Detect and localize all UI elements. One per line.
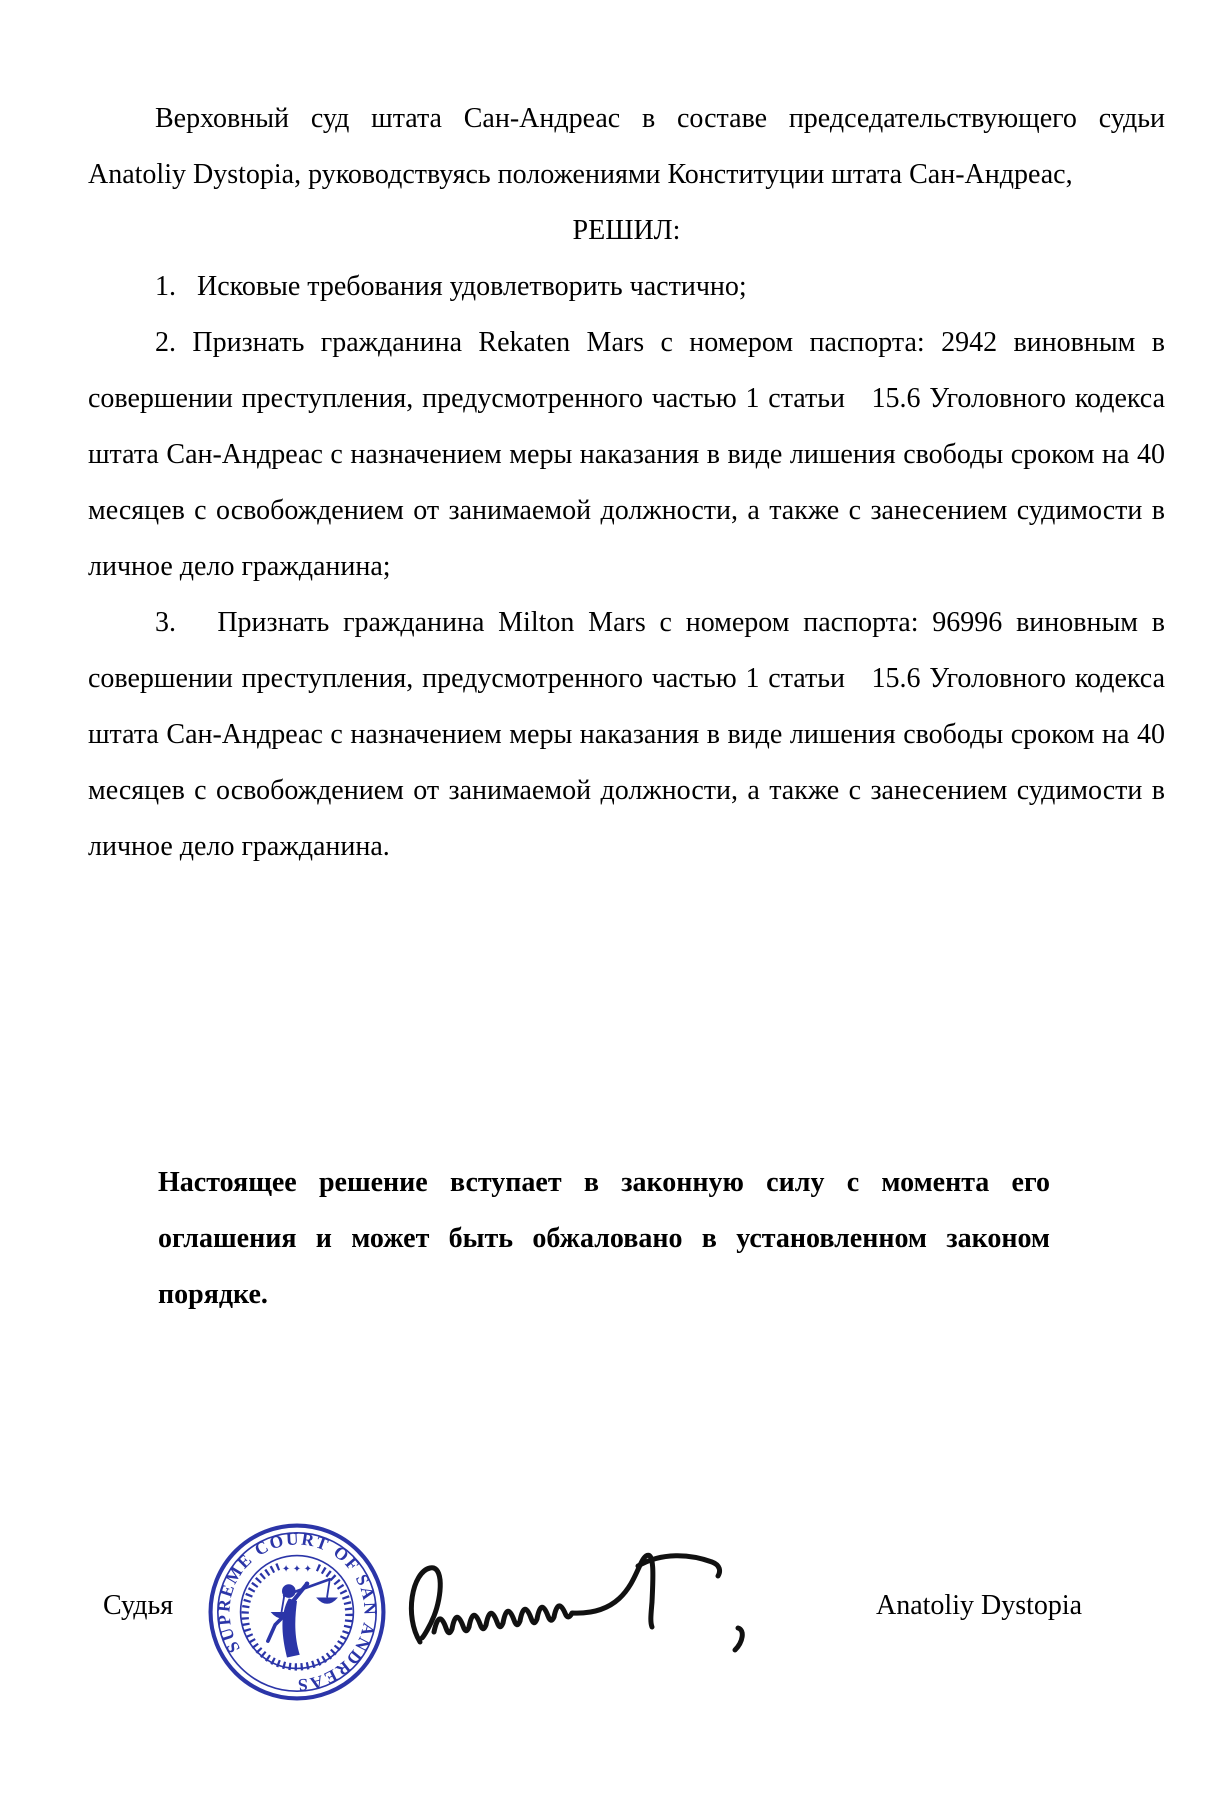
- judge-role-label: Судья: [103, 1590, 174, 1621]
- decision-item-3: 3. Признать гражданина Milton Mars с номером паспорта: 96996 виновным в совершении преступления, предусмотренного частью 1 статьи 15.6 Уголовного кодекса штата Сан-Андреас с назначением меры наказания в виде лишения свободы сроком на 40 месяцев с освобождением от занимаемой должности, а также с занесением судимости в личное дело гражданина.: [88, 607, 1165, 862]
- document-body: [88, 0, 1165, 1323]
- signature-icon: [390, 1530, 810, 1670]
- lady-justice-icon: [268, 1579, 338, 1657]
- seal-circular-text: SUPREME COURT OF SAN ANDREAS: [214, 1529, 380, 1695]
- seal-stars: ✦ ✦ ✦: [281, 1563, 313, 1575]
- court-seal-icon: [206, 1521, 388, 1703]
- closing-paragraph: Настоящее решение вступает в законную силу с момента его оглашения и может быть обжаловано в установленном законом порядке.: [158, 1167, 1050, 1310]
- svg-text:SUPREME COURT OF SAN ANDREAS: [206, 1521, 388, 1703]
- intro-paragraph: Верховный суд штата Сан-Андреас в составе председательствующего судьи Anatoliy Dystopia, руководствуясь положениями Конституции штата Сан-Андреас,: [88, 103, 1165, 190]
- decision-item-1: 1. Исковые требования удовлетворить частично;: [155, 271, 747, 302]
- decision-heading: РЕШИЛ:: [572, 215, 681, 246]
- judge-name: Anatoliy Dystopia: [876, 1590, 1083, 1621]
- decision-item-2: 2. Признать гражданина Rekaten Mars с номером паспорта: 2942 виновным в совершении преступления, предусмотренного частью 1 статьи 15.6 Уголовного кодекса штата Сан-Андреас с назначением меры наказания в виде лишения свободы сроком на 40 месяцев с освобождением от занимаемой должности, а также с занесением судимости в личное дело гражданина;: [88, 327, 1165, 582]
